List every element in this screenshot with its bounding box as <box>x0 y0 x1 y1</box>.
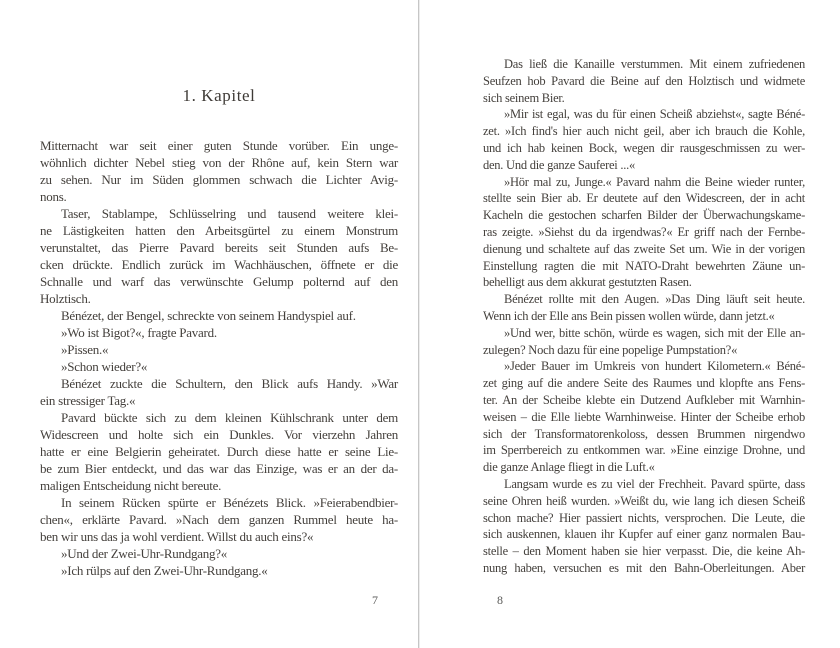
text-line: die ganze Anlage fliegt in die Luft.« <box>483 460 655 475</box>
text-line: Pavard bückte sich zu dem kleinen Kühlschrank unter dem <box>61 410 398 425</box>
text-line: In seinem Rücken spürte er Bénézets Blick. »Feierabendbier- <box>61 495 398 510</box>
text-line: Taser, Stablampe, Schlüsselring und tausend weitere klei- <box>61 206 398 221</box>
text-line: Wenn ich der Elle ans Bein pissen wollen würde, dann jetzt.« <box>483 308 775 323</box>
text-line: nung haben, versuchen es mit den Bahn-Oberleitungen. Aber <box>483 560 805 575</box>
chapter-heading: 1. Kapitel <box>182 86 256 105</box>
text-line: Schnalle und warf das verwünschte Gelump polternd auf den <box>40 274 398 289</box>
text-line: Bénézet zuckte die Schultern, den Blick aufs Handy. »War <box>61 376 398 391</box>
text-line: ne Lästigkeiten hatten den Arbeitsgürtel zu einem Monstrum <box>40 223 398 238</box>
text-line: ras zeigte. »Siehst du da irgendwas?« Er griff nach der Fernbe- <box>483 224 805 239</box>
text-line: sich seinem Bier. <box>483 90 565 105</box>
text-line: sich der Transformatorenkoloss, dessen Brummen nirgendwo <box>483 426 805 441</box>
text-line: »Hör mal zu, Junge.« Pavard nahm die Beine wieder runter, <box>504 174 805 189</box>
text-line: chen«, erklärte Pavard. »Nach dem ganzen Rummel heute ha- <box>40 512 398 527</box>
page-right-number: 8 <box>497 593 503 607</box>
text-line: Kacheln die gestochen scharfen Bilder der Überwachungskame- <box>483 208 805 223</box>
text-line: Einstellung ragten die mit NATO-Draht bewehrten Zäune un- <box>483 258 805 273</box>
text-line: Widescreen und holte sich ein Dunkles. Vor vierzehn Jahren <box>40 427 398 442</box>
text-line: »Pissen.« <box>61 342 109 357</box>
text-line: Das ließ die Kanaille verstummen. Mit einem zufriedenen <box>504 57 805 71</box>
text-line: den. Und die ganze Sauferei ...« <box>483 157 636 172</box>
text-line: zu sehen. Nur im Süden glommen schwach die Lichter Avig- <box>40 172 398 187</box>
text-line: weisen – die Elle liebte Warnhinweise. Hinter der Scheibe erhob <box>483 409 805 424</box>
page-left-number: 7 <box>372 593 378 607</box>
text-line: ein stressiger Tag.« <box>40 393 136 408</box>
text-line: zet. »Ich find's hier auch nicht geil, aber ich brauch die Kohle, <box>483 124 805 139</box>
text-line: »Und wer, bitte schön, würde es wagen, sich mit der Elle an- <box>504 325 805 340</box>
text-line: be zum Bier entdeckt, und das war das Einzige, was er an der da- <box>40 461 398 476</box>
page-right-text <box>483 56 805 577</box>
text-line: wöhnlich dichter Nebel stieg von der Rhône auf, kein Stern war <box>40 155 398 170</box>
text-line: nons. <box>40 189 67 204</box>
text-line: ben wir uns das ja wohl verdient. Willst du auch eins?« <box>40 529 314 544</box>
text-line: Bénézet, der Bengel, schreckte von seinem Handyspiel auf. <box>61 308 356 323</box>
text-line: dienung und schaltete auf das zweite Set um. Wie in der vorigen <box>483 241 805 256</box>
text-line: Bénézet rollte mit den Augen. »Das Ding läuft seit heute. <box>504 292 805 307</box>
text-line: und ich hab keinen Bock, wegen dir rausgeschmissen zu wer- <box>483 140 805 155</box>
text-line: Seufzen hob Pavard die Beine auf den Holztisch und widmete <box>483 73 805 88</box>
text-line: behelligt aus dem akkurat gestutzten Rasen. <box>483 275 692 290</box>
text-line: stelle – den Moment haben sie hier verpasst. Die, die keine Ah- <box>483 544 805 559</box>
text-line: cken drückte. Endlich zurück im Wachhäuschen, öffnete er die <box>40 257 398 272</box>
text-line: verunstaltet, das Pierre Pavard bereits seit Stunden aufs Be- <box>40 240 398 255</box>
text-line: »Jeder Bauer im Umkreis von hundert Kilometern.« Béné- <box>504 359 805 374</box>
text-line: Holztisch. <box>40 291 91 306</box>
text-line: Mitternacht war seit einer guten Stunde vorüber. Ein unge- <box>40 138 398 153</box>
page-gutter-divider <box>418 0 420 648</box>
text-line: seine Ohren heiß wurden. »Weißt du, wie lang ich diesen Scheiß <box>483 493 805 508</box>
text-line: »Mir ist egal, was du für einen Scheiß abziehst«, sagte Béné- <box>504 107 805 122</box>
text-line: »Ich rülps auf den Zwei-Uhr-Rundgang.« <box>61 563 268 578</box>
page-left-text <box>40 137 398 579</box>
page-right <box>483 0 805 648</box>
text-line: schon mache? Hier passiert nichts, versprochen. Die Leute, die <box>483 510 805 525</box>
text-line: im Sperrbereich zu entkommen war. »Eine einzige Drohne, und <box>483 443 805 458</box>
text-line: zet ging auf die andere Seite des Raumes und klopfte ans Fens- <box>483 376 805 391</box>
text-line: maligen Entscheidung nicht bereute. <box>40 478 222 493</box>
text-line: zulegen? Noch dazu für eine popelige Pumpstation?« <box>483 342 738 357</box>
text-line: »Schon wieder?« <box>61 359 148 374</box>
text-line: »Wo ist Bigot?«, fragte Pavard. <box>61 325 217 340</box>
text-line: sich auskennen, klauen ihr Kupfer auf einer ganz normalen Bau- <box>483 527 805 542</box>
text-line: Langsam wurde es zu viel der Frechheit. Pavard spürte, dass <box>504 476 805 491</box>
text-line: ter. An der Scheibe klebte ein Dutzend Aufkleber mit Warnhin- <box>483 392 805 407</box>
page-left <box>40 0 398 648</box>
text-line: stellte sein Bier ab. Er deutete auf den Widescreen, der in acht <box>483 191 805 206</box>
text-line: »Und der Zwei-Uhr-Rundgang?« <box>61 546 228 561</box>
text-line: hatte er eine Belgierin geheiratet. Durch diese hatte er seine Lie- <box>40 444 398 459</box>
